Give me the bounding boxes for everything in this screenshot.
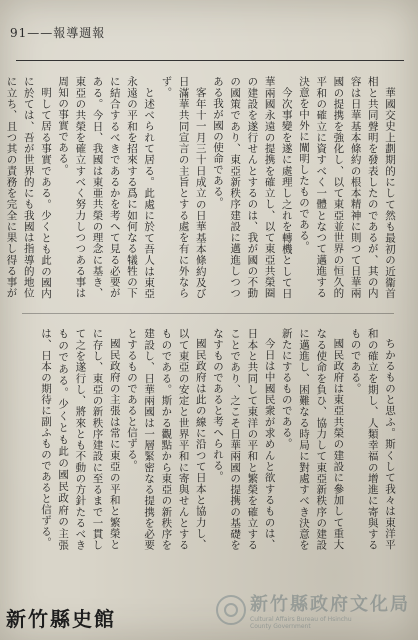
text-column-top	[5, 76, 398, 299]
bureau-logo-icon	[216, 595, 246, 625]
paragraph: 明して居る事實である。少くとも此の國内に於ては、吾が世界的にも我國は指導的地位に立ち、且つ其の責務を完全に果し得る事が	[5, 76, 52, 299]
text-column-bottom	[18, 328, 398, 551]
paragraph: 客年十一月三十日成立の日華基本條約及び日滿華共同宣言の主旨とする處を有に外ならず。	[160, 76, 207, 299]
paragraph: 今日は中國民衆が求めんと欲するものは、日本と共同して東洋の平和と繁榮を確立することであり、之こそ日華兩國の提携の基礎をなすものであると考へられる。	[211, 327, 276, 550]
paragraph: と述べられて居る。此處に於て吾人は東亞永遠の平和を招來する爲に如何なる犠牲の下に結合するべきであるかを考へて見る必要がある。今日、我國は東亜共榮の理念に基き、東亞の共榮を確立すべく努力しつつある事は周知の事實である。	[57, 76, 156, 299]
paragraph: 國民政府の主張は常に東亞の平和と繁榮とに存し、東亞の新秩序建設に至るまで一貫して之を遂行し、將來とも不動の方針たるべきものである。少くとも此の國民政府の主張は、日本の期待に副ふものであると信ずる。	[39, 327, 121, 550]
paragraph: 今次事變を遂に處理し之れを轉機として日華兩國永遠の提携を確立し、以て東亞共榮圈の建設を遂行せんとするのは、我が國の不動の國策であり、東亞新秩序建設に邁進しつつある我が國の使命である。	[211, 76, 293, 299]
paragraph: 國民政府は東亞共榮の建設に參加して重大なる使命を負ひ、協力して東亞新秩序の建設に邁進し、困難なる時局に對處すべき決意を新たにするものである。	[280, 327, 345, 550]
watermark-subtitle-2: County Government	[250, 623, 311, 630]
paragraph: 國民政府は此の線に沿つて日本と協力し、以て東亞の安定と世界平和に寄與せんとするものである。斯かる觀點から東亞の新秩序を建設し、日華兩國は一層緊密なる提携を必要とするものであると信ずる。	[125, 327, 207, 550]
watermark	[216, 590, 410, 630]
paragraph: 華國交史上劃期的にして然も最初の近衞首相と共同聲明を發表したのであるが、其の内容は日華基本條約の根本精神に則つて日華兩國の提携を強化し、以て東亞並世界の恒久的平和の確立に資すべく一體となつて邁進する決意を中外に闡明したものである。	[297, 76, 396, 299]
running-head: 91——報導週報	[10, 26, 106, 40]
header-rule	[16, 60, 404, 61]
paragraph: ちかるものと思ふ。斯くして我々は東洋平和の確立を期し、人類幸福の增進に寄與するものである。	[349, 327, 396, 550]
column-divider	[22, 313, 394, 314]
watermark-title: 新竹縣政府文化局	[250, 594, 410, 615]
body-text-area	[5, 76, 398, 550]
watermark-subtitle-1: Cultural Affairs Bureau of Hsinchu	[250, 616, 352, 623]
archive-stamp: 新竹縣史館	[6, 607, 116, 631]
